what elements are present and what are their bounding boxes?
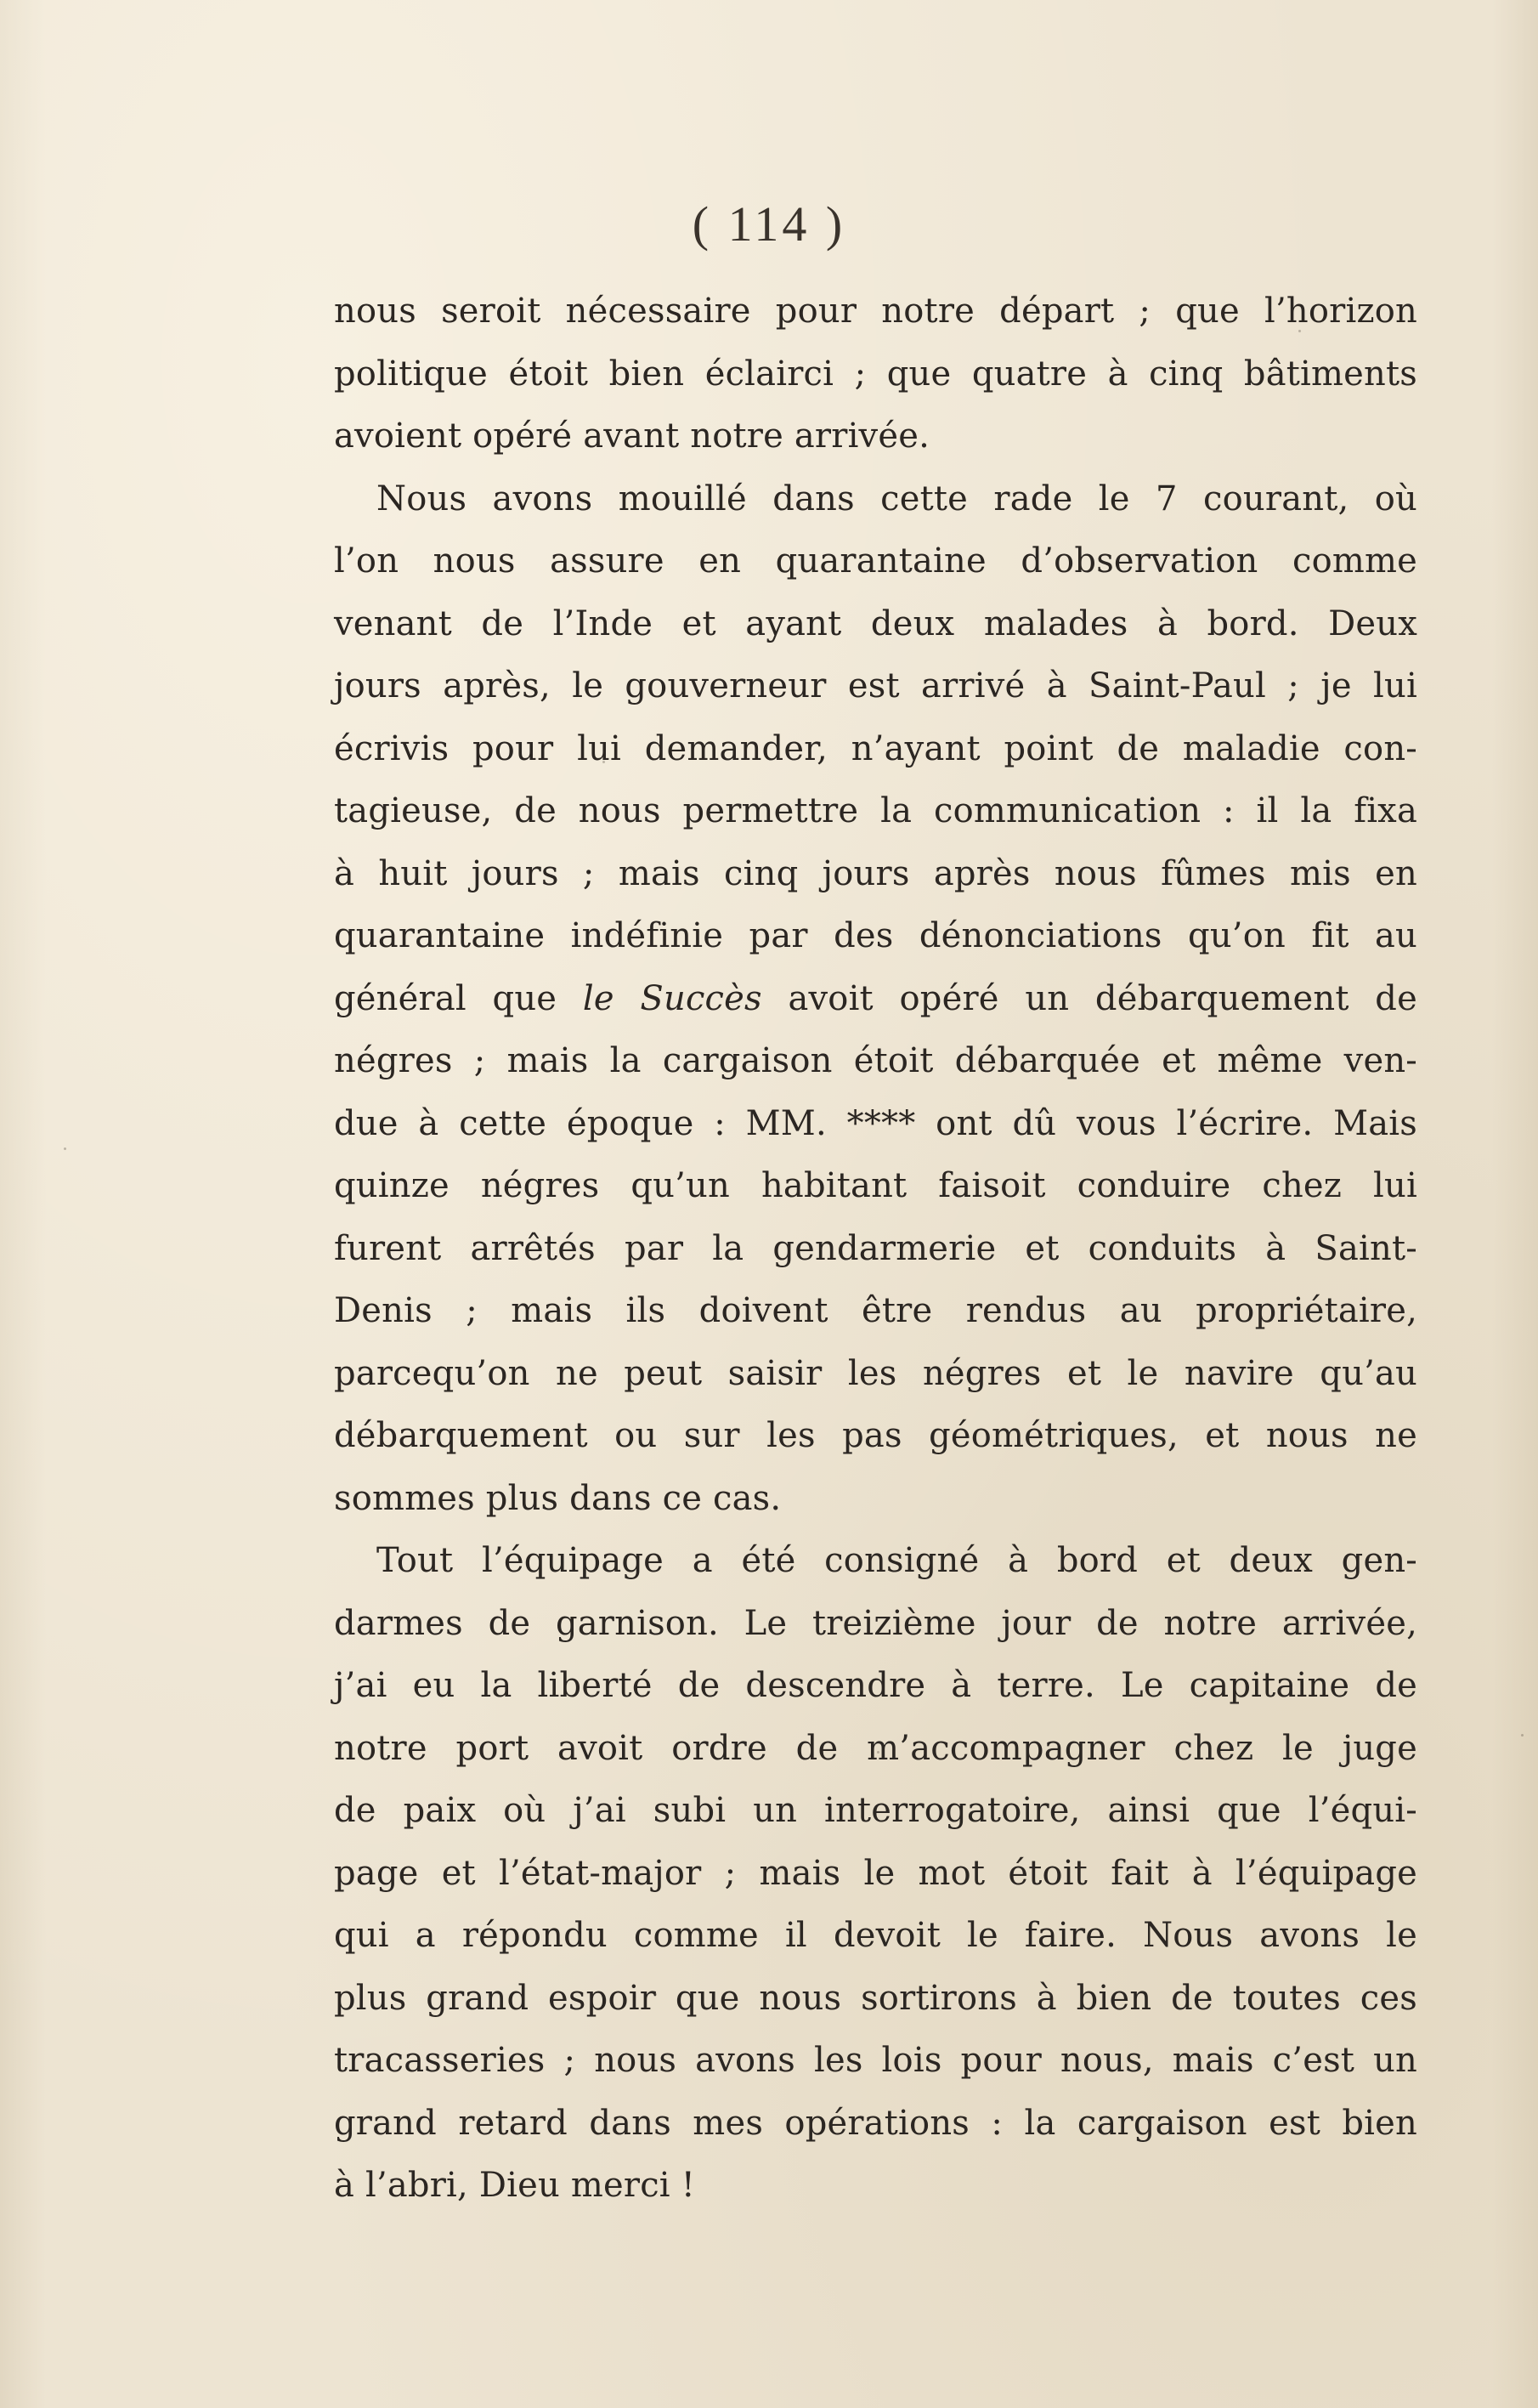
text-line: jours après, le gouverneur est arrivé à Saint-Paul ; je lui xyxy=(334,666,1417,705)
body-text xyxy=(334,280,1417,2218)
paper-speck xyxy=(1298,330,1301,332)
ship-name: le Succès xyxy=(582,978,762,1018)
text-line: quinze négres qu’un habitant faisoit conduire chez lui xyxy=(334,1166,1417,1205)
text-line: à l’abri, Dieu merci ! xyxy=(334,2166,695,2205)
text-line: j’ai eu la liberté de descendre à terre. Le capitaine de xyxy=(334,1666,1417,1705)
paper-speck xyxy=(828,1070,830,1073)
paper-speck xyxy=(877,1751,879,1754)
text-line-with-italic xyxy=(334,968,1417,1031)
text-line: écrivis pour lui demander, n’ayant point de maladie con- xyxy=(334,728,1417,768)
text-line: avoient opéré avant notre arrivée. xyxy=(334,416,930,456)
text-segment: général que xyxy=(334,978,557,1018)
text-segment: avoit opéré un débarquement de xyxy=(788,978,1417,1018)
text-line: notre port avoit ordre de m’accompagner chez le juge xyxy=(334,1728,1417,1768)
text-line: qui a répondu comme il devoit le faire. Nous avons le xyxy=(334,1916,1417,1955)
text-line: à huit jours ; mais cinq jours après nous fûmes mis en xyxy=(334,853,1417,893)
text-line: Tout l’équipage a été consigné à bord et deux gen- xyxy=(376,1541,1417,1580)
text-line: l’on nous assure en quarantaine d’observation comme xyxy=(334,541,1417,581)
text-line: Nous avons mouillé dans cette rade le 7 courant, où xyxy=(376,479,1417,518)
text-line: page et l’état-major ; mais le mot étoit fait à l’équipage xyxy=(334,1853,1417,1893)
text-line: de paix où j’ai subi un interrogatoire, ainsi que l’équi- xyxy=(334,1791,1417,1830)
text-line: parcequ’on ne peut saisir les négres et le navire qu’au xyxy=(334,1353,1417,1393)
text-line: plus grand espoir que nous sortirons à bien de toutes ces xyxy=(334,1978,1417,2018)
text-line: sommes plus dans ce cas. xyxy=(334,1478,782,1518)
text-line: due à cette époque : MM. **** ont dû vous l’écrire. Mais xyxy=(334,1103,1417,1143)
text-line: tracasseries ; nous avons les lois pour nous, mais c’est un xyxy=(334,2041,1417,2080)
page-number: ( 114 ) xyxy=(692,196,846,252)
text-line: darmes de garnison. Le treizième jour de notre arrivée, xyxy=(334,1603,1417,1643)
text-line: politique étoit bien éclairci ; que quatre à cinq bâtiments xyxy=(334,354,1417,394)
text-line: grand retard dans mes opérations : la cargaison est bien xyxy=(334,2103,1417,2143)
text-line: quarantaine indéfinie par des dénonciations qu’on fit au xyxy=(334,916,1417,955)
paper-speck xyxy=(64,1147,66,1150)
paper-speck xyxy=(1521,1734,1524,1737)
text-line: furent arrêtés par la gendarmerie et conduits à Saint- xyxy=(334,1228,1417,1268)
text-line: venant de l’Inde et ayant deux malades à bord. Deux xyxy=(334,603,1417,643)
text-line: débarquement ou sur les pas géométriques, et nous ne xyxy=(334,1416,1417,1455)
text-line: négres ; mais la cargaison étoit débarquée et même ven- xyxy=(334,1041,1417,1080)
paper-speck xyxy=(654,1993,657,1996)
text-line: Denis ; mais ils doivent être rendus au propriétaire, xyxy=(334,1291,1417,1330)
text-line: nous seroit nécessaire pour notre départ ; que l’horizon xyxy=(334,292,1417,331)
text-line: tagieuse, de nous permettre la communication : il la fixa xyxy=(334,791,1417,830)
paper-speck xyxy=(602,761,605,763)
